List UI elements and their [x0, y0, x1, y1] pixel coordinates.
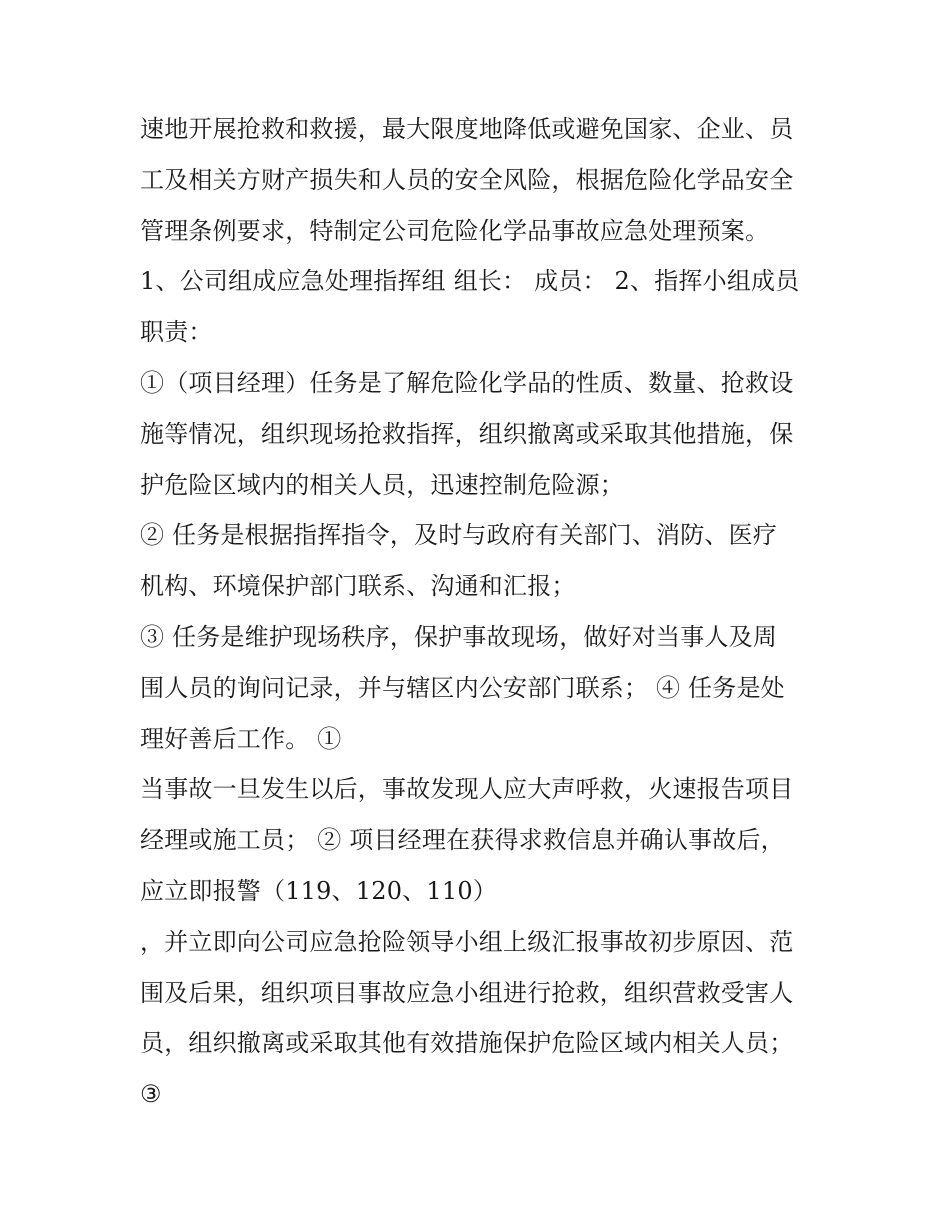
- text-line: 管理条例要求，特制定公司危险化学品事故应急处理预案。: [140, 216, 770, 245]
- text-line: ③ 任务是维护现场秩序，保护事故现场，做好对当事人及周: [140, 622, 778, 651]
- text-line: ③: [140, 1080, 162, 1109]
- text-line: 经理或施工员； ② 项目经理在获得求救信息并确认事故后，: [140, 826, 785, 855]
- text-line: 员，组织撤离或采取其他有效措施保护危险区域内相关人员；: [140, 1029, 794, 1058]
- text-line: 围及后果，组织项目事故应急小组进行抢救，组织营救受害人: [140, 978, 794, 1007]
- text-line: 速地开展抢救和救援，最大限度地降低或避免国家、企业、员: [140, 115, 794, 143]
- text-line: 围人员的询问记录，并与辖区内公安部门联系； ④ 任务是处: [140, 673, 785, 702]
- text-line: 机构、环境保护部门联系、沟通和汇报；: [140, 572, 576, 601]
- text-line: 当事故一旦发生以后，事故发现人应大声呼救，火速报告项目: [140, 775, 794, 804]
- text-line: 理好善后工作。 ①: [140, 724, 342, 753]
- text-line: 护危险区域内的相关人员，迅速控制危险源；: [140, 470, 624, 499]
- text-line: 施等情况，组织现场抢救指挥，组织撤离或采取其他措施，保: [140, 419, 794, 448]
- text-line: ② 任务是根据指挥指令，及时与政府有关部门、消防、医疗: [140, 521, 778, 550]
- text-line: 工及相关方财产损失和人员的安全风险，根据危险化学品安全: [140, 165, 794, 194]
- document-body: [140, 104, 820, 1120]
- text-line: ①（项目经理）任务是了解危险化学品的性质、数量、抢救设: [140, 368, 794, 397]
- text-line: 应立即报警（119、120、110）: [140, 876, 498, 905]
- text-line: ，并立即向公司应急抢险领导小组上级汇报事故初步原因、范: [140, 927, 794, 956]
- text-line: 职责：: [140, 318, 213, 347]
- text-line: 1、公司组成应急处理指挥组 组长： 成员： 2、指挥小组成员: [140, 267, 800, 296]
